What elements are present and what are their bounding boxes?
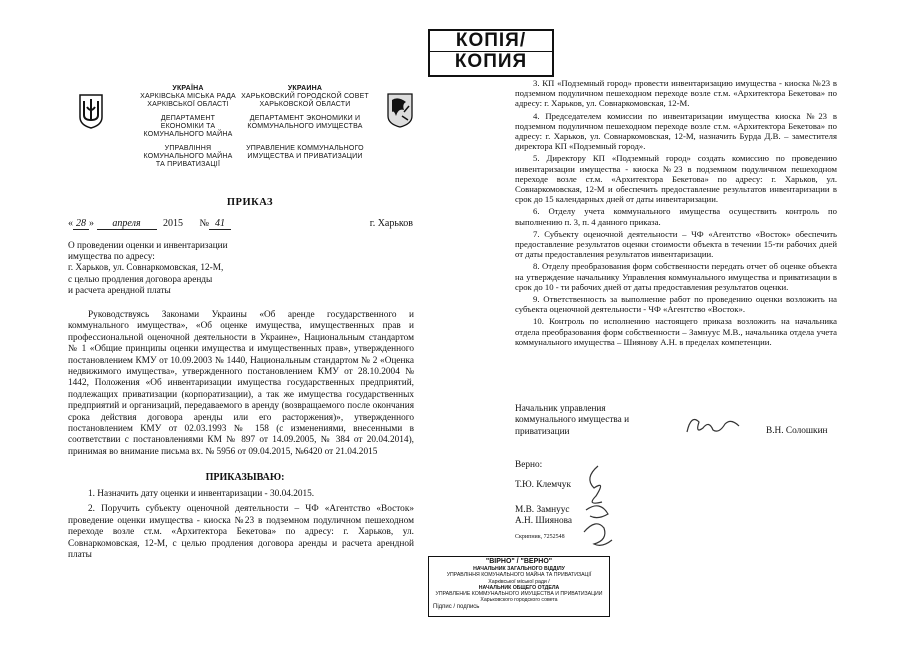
- verno-label: Верно:: [515, 460, 543, 470]
- footnote: Скрипник, 7252548: [515, 534, 565, 540]
- order-subject: [68, 241, 288, 297]
- order-preamble: Руководствуясь Законами Украины «Об аренде государственного и коммунального имущества», «Об оценке имущества, имущественных прав и профессиональной оценочной деятельности в Украине», Национальным стандартом № 1 «Общие принципы оценки имущества и имущественных прав», утвержденного постановлением КМУ от 10.09.2003 № 1440, Национальным стандартом № 2 «Оценка недвижимого имущества», утвержденного постановлением КМУ от 28.10.2004 № 1442, Положения «Об инвентаризации имущества государственных предприятий, подлежащих приватизации (корпоратизации), а так же имущества государственных предприятий и организаций, передаваемого в аренду (возвращаемого после окончания срока действия договора аренды или его расторжения)», утвержденного постановлением КМУ от 02.03.1993 № 158 (с изменениями, внесенными в соответствии с постановлениями КМ № 897 от 14.09.2005, № 384 от 20.04.2014), принимая во внимание письма вх. № 5956 от 09.04.2015, №6420 от 21.04.2015: [68, 310, 414, 457]
- header-left-upr-2: КОМУНАЛЬНОГО МАЙНА: [143, 153, 233, 160]
- order-item-9: 9. Ответственность за выполнение работ по проведению оценки возложить на субъекта оценочной деятельности - ЧФ «Агентство «Восток».: [515, 294, 837, 315]
- order-item-6: 6. Отделу учета коммунального имущества осуществить контроль по выполнению п. 3, п. 4 данного приказа.: [515, 206, 837, 227]
- order-item-3: 3. КП «Подземный город» провести инвентаризацию имущества - киоска №23 в подземном подуличном пешеходном переходе возле ст.м. «Архитектора Бекетова» по адресу: г. Харьков, ул. Совнаркомовская, 12-М.: [515, 78, 837, 109]
- header-left-dept-1: ДЕПАРТАМЕНТ: [160, 115, 216, 122]
- header-right-dept-1: ДЕПАРТАМЕНТ ЭКОНОМИКИ И: [249, 115, 361, 122]
- order-item-1: 1. Назначить дату оценки и инвентаризации - 30.04.2015.: [88, 489, 315, 499]
- signer-signature-icon: [683, 410, 743, 440]
- verno-stamp-line4: Харківської міської ради /: [488, 578, 550, 585]
- header-right: [225, 85, 385, 161]
- verno-stamp: [428, 556, 610, 617]
- header-right-country: УКРАИНА: [287, 85, 323, 92]
- signer-position-3: приватизации: [515, 426, 570, 437]
- header-right-dept-2: КОММУНАЛЬНОГО ИМУЩЕСТВА: [247, 123, 363, 130]
- verno-stamp-line5: НАЧАЛЬНИК ОБЩЕГО ОТДЕЛА: [478, 584, 560, 591]
- date-year: 2015: [163, 218, 183, 229]
- copy-stamp-line1: КОПІЯ/: [455, 30, 527, 51]
- verno-stamp-line7: Харьковского городского совета: [480, 597, 558, 604]
- copy-stamp-line2: КОПИЯ: [430, 51, 552, 72]
- header-left-dept-3: КОМУНАЛЬНОГО МАЙНА: [143, 131, 233, 138]
- verno-stamp-line6: УПРАВЛЕНИЕ КОММУНАЛЬНОГО ИМУЩЕСТВА И ПРИВАТИЗАЦИИ: [435, 591, 603, 598]
- copy-stamp: [428, 29, 554, 77]
- order-item-8: 8. Отделу преобразования форм собственности передать отчет об оценке объекта на утверждение начальнику Управления коммунального имущества и приватизации в срок до 10 - ти рабочих дней от даты предоставления результатов оценки.: [515, 261, 837, 292]
- date-day: 28: [73, 218, 89, 230]
- header-right-council-2: ХАРЬКОВСКОЙ ОБЛАСТИ: [259, 101, 351, 108]
- order-item-7: 7. Субъекту оценочной деятельности – ЧФ «Агентство «Восток» обеспечить предоставление результатов оценки стоимости объекта в течении 15-ти рабочих дней от даты предоставления результатов инвентаризации.: [515, 228, 837, 260]
- order-items-left: [68, 489, 414, 561]
- date-month: апреля: [97, 218, 157, 230]
- order-city: г. Харьков: [369, 218, 413, 229]
- subject-line-1: О проведении оценки и инвентаризации: [68, 241, 228, 251]
- date-mid: »: [89, 218, 94, 229]
- header-right-council-1: ХАРЬКОВСКИЙ ГОРОДСКОЙ СОВЕТ: [241, 93, 369, 100]
- order-items-right: [515, 78, 837, 347]
- header-right-upr-2: ИМУЩЕСТВА И ПРИВАТИЗАЦИИ: [247, 153, 363, 160]
- subject-line-2: имущества по адресу:: [68, 252, 155, 263]
- verno-stamp-line1: "ВІРНО" / "ВЕРНО": [485, 558, 553, 565]
- order-number: 41: [209, 218, 231, 230]
- date-prefix: «: [68, 218, 73, 229]
- subject-line-4: с целью продления договора аренды: [68, 274, 213, 285]
- order-title: ПРИКАЗ: [226, 197, 274, 208]
- verno-stamp-line2: НАЧАЛЬНИК ЗАГАЛЬНОГО ВІДДІЛУ: [473, 566, 565, 572]
- signer-position-1: Начальник управления: [515, 404, 606, 414]
- order-command: ПРИКАЗЫВАЮ:: [205, 472, 285, 483]
- verifier-1: Т.Ю. Клемчук: [515, 480, 571, 490]
- order-item-10: 10. Контроль по исполнению настоящего приказа возложить на начальника отдела преобразования форм собственности – Замнуус М.В., начальника отдела учета коммунального имущества – Шиянову А.Н. в пределах компетенции.: [515, 316, 837, 347]
- header-left-upr-1: УПРАВЛІННЯ: [164, 145, 212, 152]
- signer-position: [515, 404, 675, 438]
- verifier-signatures-icon: [578, 462, 618, 557]
- header-left-dept-2: ЕКОНОМІКИ ТА: [160, 123, 216, 130]
- signer-name: В.Н. Солошкин: [766, 426, 828, 436]
- verno-stamp-line8: Підпис / подпись: [433, 603, 480, 610]
- order-item-2: 2. Поручить субъекту оценочной деятельности – ЧФ «Агентство «Восток» проведение оценки имущества - киоска №23 в подземном подуличном пешеходном переходе возле ст.м. «Архитектора Бекетова» по адресу: г. Харьков, ул. Совнаркомовская, 12-М, с целью продления договора аренды и расчета арендной платы: [68, 504, 414, 561]
- order-item-4: 4. Председателем комиссии по инвентаризации имущества киоска №23 в подземном подуличном пешеходном переходе возле ст.м. «Архитектора Бекетова» по адресу: г. Харьков, ул. Совнаркомовская, 12-М, назначить Бурда Д.В. – заместителя директора КП «Подземный город».: [515, 110, 837, 152]
- header-right-upr-1: УПРАВЛЕНИЕ КОММУНАЛЬНОГО: [246, 145, 364, 152]
- signer-position-2: коммунального имущества и: [515, 415, 630, 426]
- header-left-upr-3: ТА ПРИВАТИЗАЦІЇ: [155, 161, 221, 168]
- header-left-country: УКРАЇНА: [172, 85, 204, 92]
- subject-line-3: г. Харьков, ул. Совнаркомовская, 12-М,: [68, 263, 224, 274]
- header-left-council-1: ХАРКІВСЬКА МІСЬКА РАДА: [140, 93, 236, 100]
- kharkiv-emblem-icon: [386, 92, 414, 128]
- verifier-3: А.Н. Шиянова: [515, 516, 573, 526]
- verifier-2: М.В. Замнуус: [515, 505, 570, 515]
- ukraine-coat-of-arms-icon: [78, 93, 104, 129]
- header-left-council-2: ХАРКІВСЬКОЇ ОБЛАСТІ: [147, 101, 229, 108]
- subject-line-5: и расчета арендной платы: [68, 285, 171, 296]
- order-number-label: №: [199, 218, 210, 229]
- order-date-line: [68, 218, 413, 230]
- verno-stamp-line3: УПРАВЛІННЯ КОМУНАЛЬНОГО МАЙНА ТА ПРИВАТИЗАЦІЇ: [446, 572, 592, 579]
- order-item-5: 5. Директору КП «Подземный город» создать комиссию по проведению инвентаризации имущества - киоска №23 в подземном подуличном пешеходном переходе возле ст.м. «Архитектора Бекетова» по адресу: г. Харьков, ул. Совнаркомовская, 12-М и обеспечить предоставление результатов инвентаризации в срок до 15 календарных дней от даты инвентаризации.: [515, 153, 837, 205]
